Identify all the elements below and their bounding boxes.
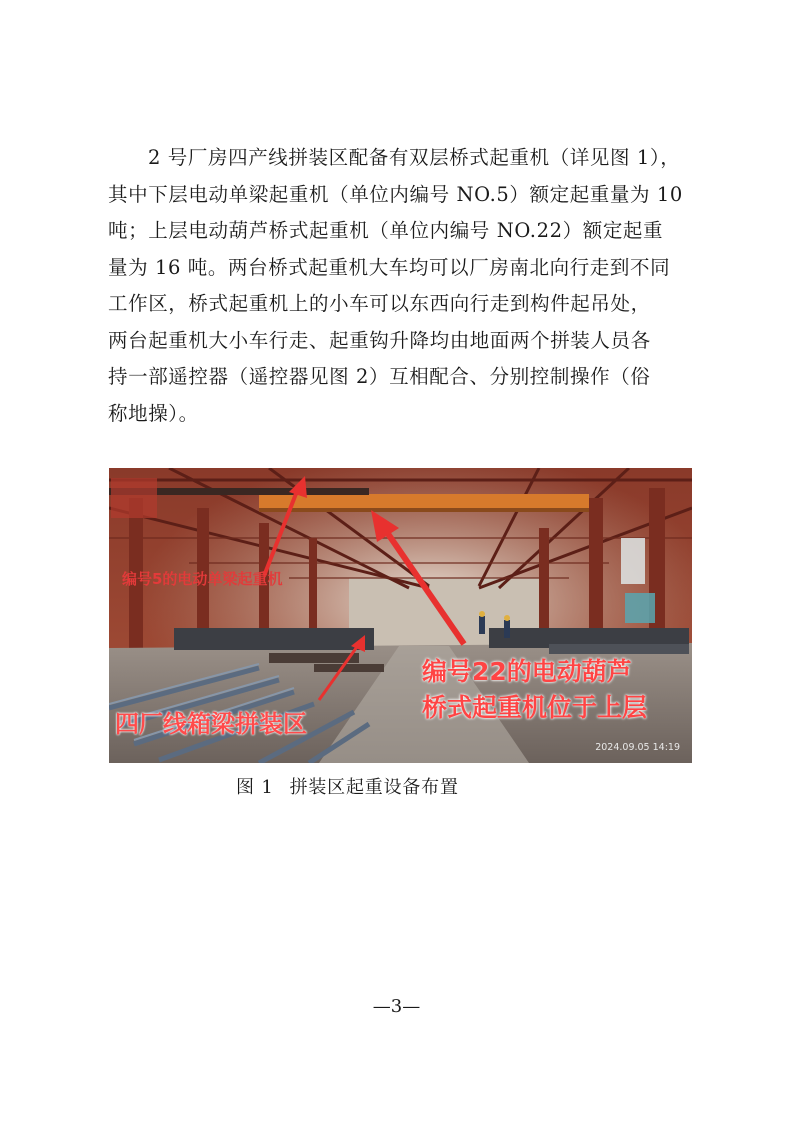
- paragraph-line: 持一部遥控器（遥控器见图 2）互相配合、分别控制操作（俗: [108, 365, 651, 388]
- paragraph-line: 两台起重机大小车行走、起重钩升降均由地面两个拼装人员各: [108, 328, 651, 352]
- figure-caption-text: 拼装区起重设备布置: [289, 777, 459, 798]
- crane-no5-label: 编号5的电动单梁起重机: [122, 570, 283, 588]
- paragraph-line: 2 号厂房四产线拼装区配备有双层桥式起重机（详见图 1），: [148, 146, 681, 169]
- crane-no22-label-line2: 桥式起重机位于上层: [422, 693, 648, 722]
- factory-photo: [109, 468, 692, 763]
- paragraph-line: 工作区，桥式起重机上的小车可以东西向行走到构件起吊处，: [108, 292, 651, 315]
- page-number: —3—: [372, 996, 421, 1017]
- paragraph-line: 称地操）。: [108, 401, 199, 425]
- photo-timestamp: 2024.09.05 14:19: [595, 742, 680, 753]
- paragraph-line: 其中下层电动单梁起重机（单位内编号 NO.5）额定起重量为 10: [108, 182, 683, 206]
- body-paragraph: [108, 140, 698, 432]
- paragraph-line: 量为 16 吨。两台桥式起重机大车均可以厂房南北向行走到不同: [108, 255, 671, 279]
- crane-no22-label-line1: 编号22的电动葫芦: [422, 657, 632, 686]
- paragraph-line: 吨；上层电动葫芦桥式起重机（单位内编号 NO.22）额定起重: [108, 219, 664, 242]
- figure-number: 图 1: [236, 777, 274, 798]
- assembly-zone-label: 四厂线箱梁拼装区: [115, 710, 307, 738]
- figure-caption: [236, 773, 459, 799]
